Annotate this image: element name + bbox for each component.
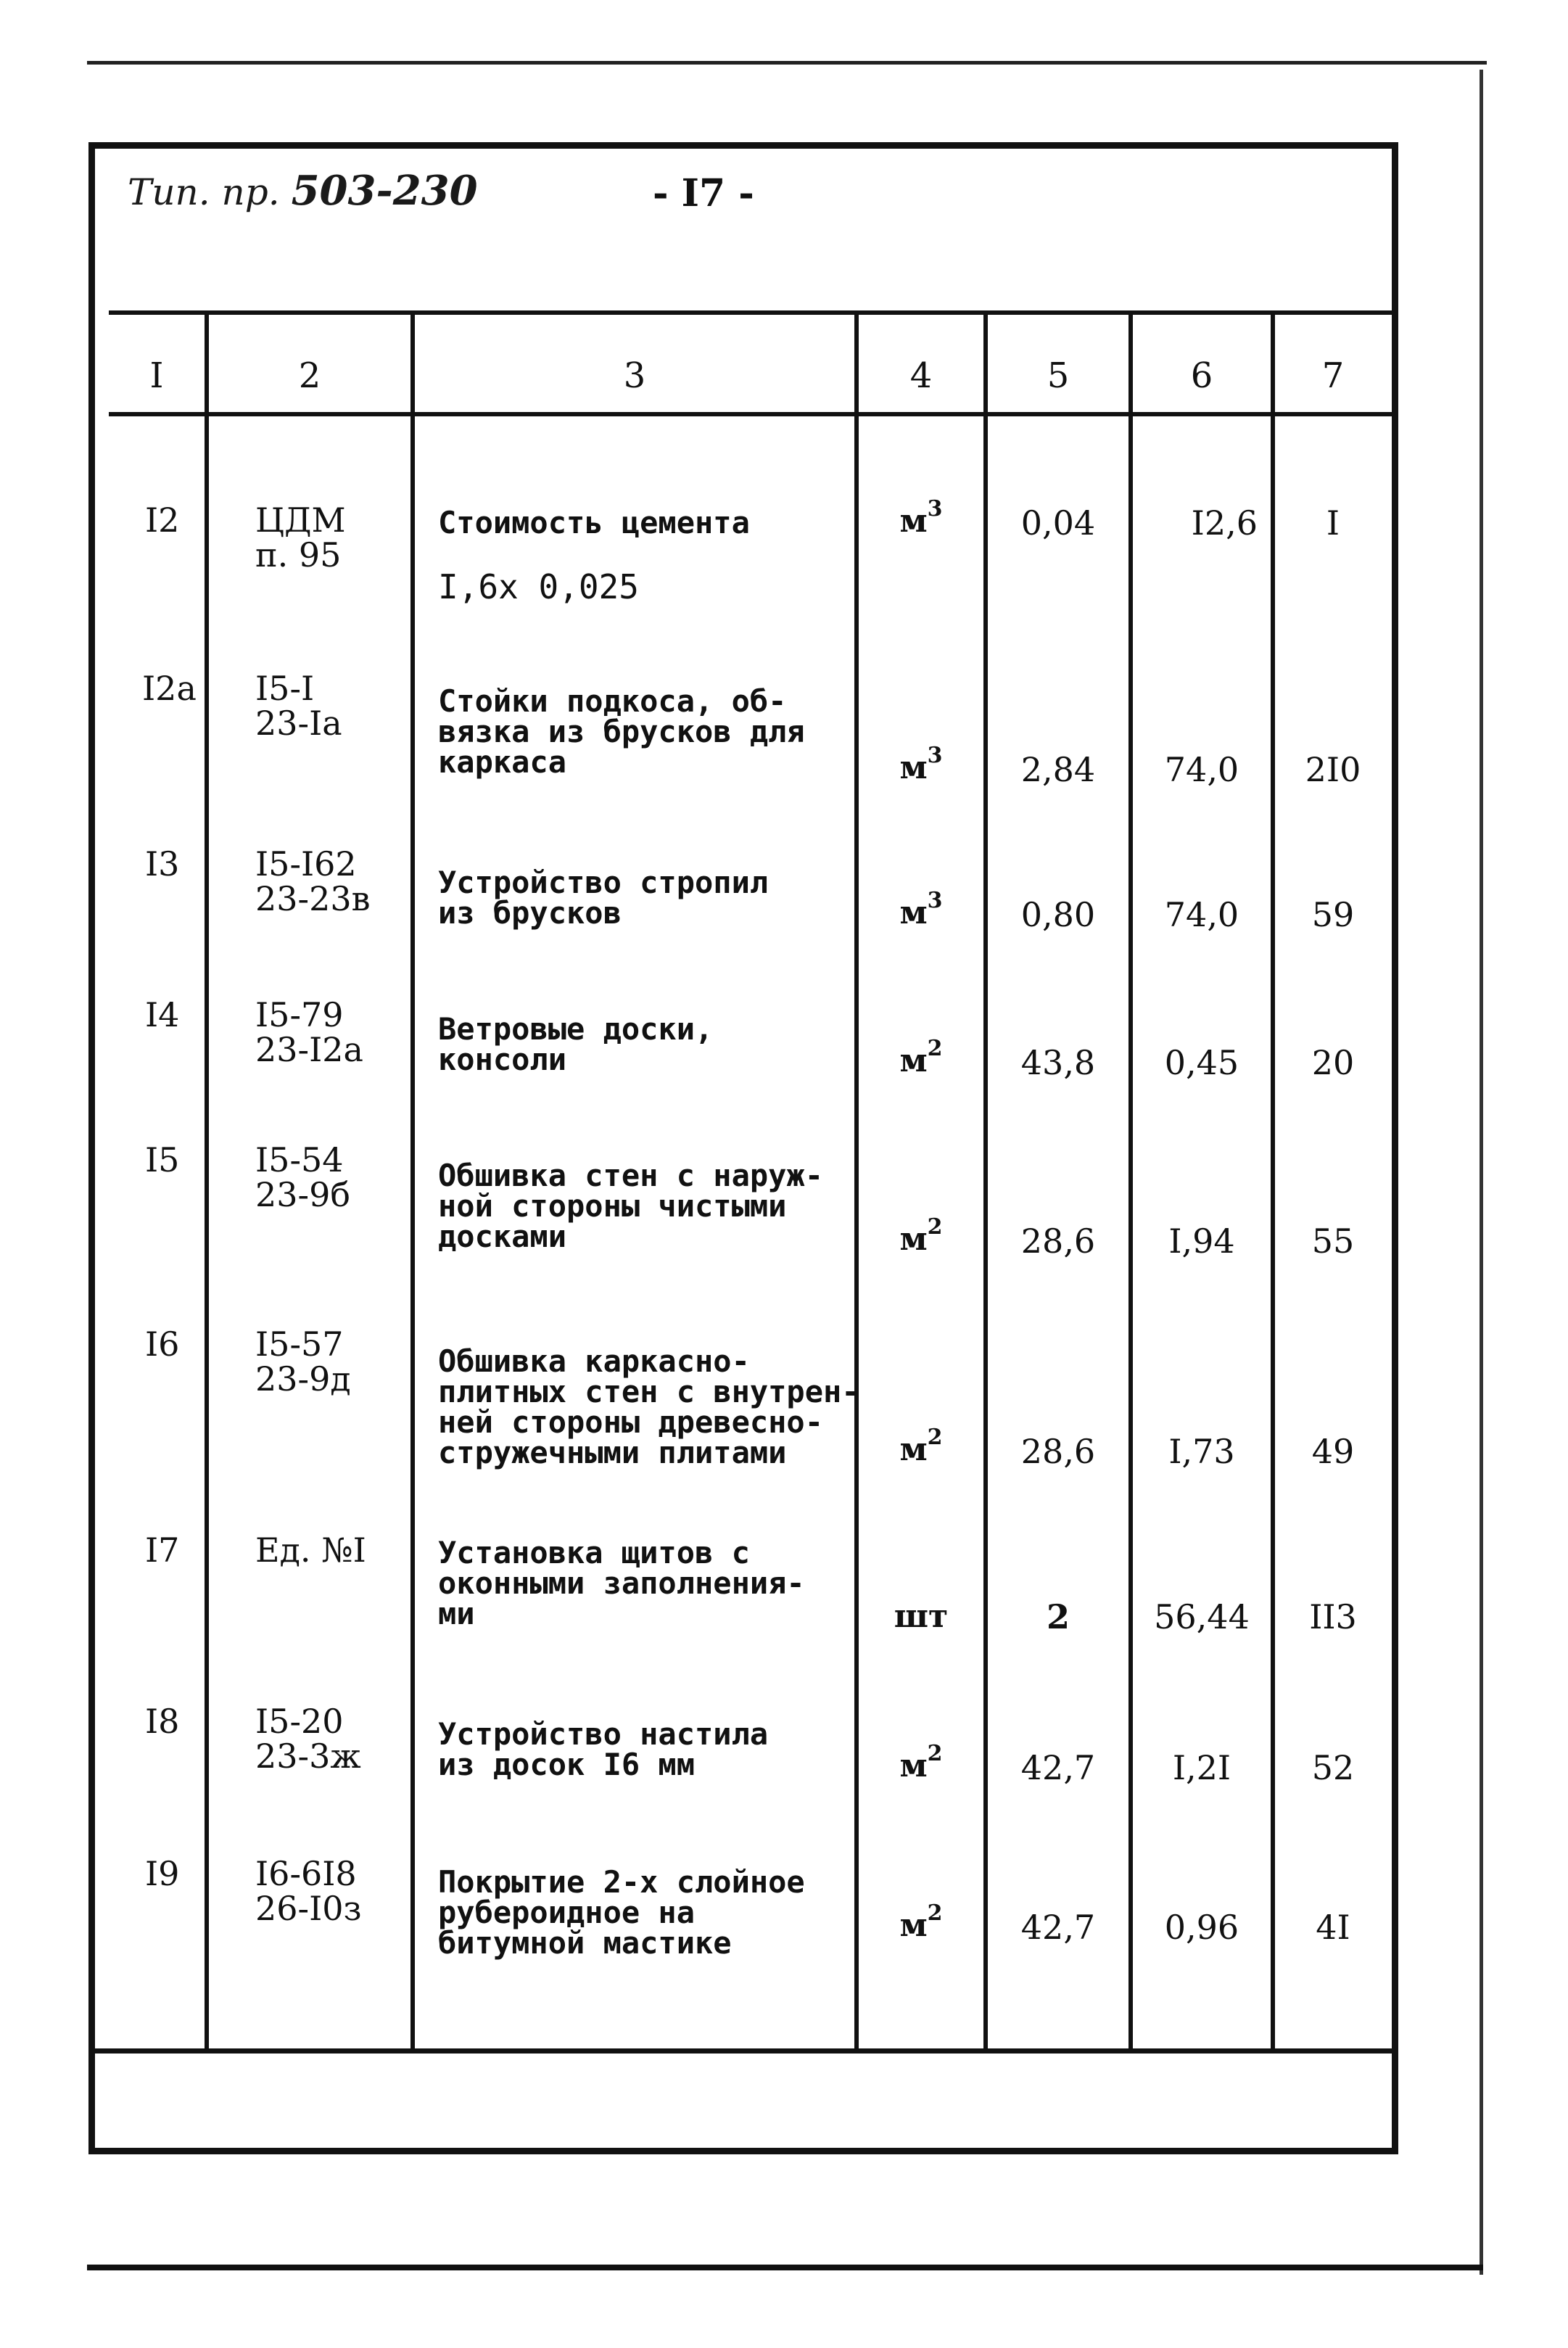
row-description: Ветровые доски, консоли [438, 1011, 714, 1077]
row-code: ЦДМ п. 95 [255, 501, 346, 574]
row-code: I5-I62 23-23в [255, 844, 371, 918]
row-unit: $м^3$ [899, 743, 943, 786]
row-code: I5-54 23-9б [255, 1140, 351, 1214]
row-price: 56,44 [1154, 1597, 1250, 1636]
col-header-4: 4 [909, 355, 933, 396]
row-unit: $м^3$ [899, 888, 943, 931]
row-code: I6-6I8 26-I0з [255, 1854, 362, 1928]
row-unit: $м^2$ [899, 1425, 943, 1468]
row-num: I3 [145, 844, 180, 883]
crop-line-top [87, 61, 1487, 65]
row-description: Устройство стропил из брусков [438, 865, 769, 931]
row-num: I2 [145, 501, 180, 540]
row-description: Устройство настила из досок I6 мм [438, 1716, 769, 1782]
col-header-6: 6 [1190, 355, 1213, 396]
row-unit: $м^2$ [899, 1900, 943, 1944]
row-price: 74,0 [1164, 895, 1239, 934]
row-num: I9 [145, 1854, 180, 1893]
crop-line-right [1480, 70, 1483, 2275]
col-header-3: 3 [623, 355, 646, 396]
row-unit: $м^2$ [899, 1036, 943, 1079]
row-code: I5-57 23-9д [255, 1325, 351, 1398]
row-price: I,94 [1168, 1222, 1235, 1261]
row-num: I5 [145, 1140, 180, 1179]
row-quantity: 42,7 [1020, 1908, 1096, 1947]
row-total: I [1326, 503, 1340, 543]
col-header-5: 5 [1047, 355, 1070, 396]
row-unit: шт [894, 1598, 949, 1635]
row-quantity: 28,6 [1020, 1222, 1096, 1261]
row-total: 2I0 [1305, 750, 1361, 789]
row-total: 20 [1311, 1043, 1355, 1082]
row-total: 49 [1311, 1432, 1355, 1471]
row-description-note: I,6х 0,025 [438, 567, 639, 606]
col-divider-4 [983, 310, 988, 2051]
row-code: I5-I 23-Iа [255, 669, 342, 743]
row-price: I,73 [1168, 1432, 1235, 1471]
col-divider-6 [1271, 310, 1275, 2051]
row-description: Покрытие 2-х слойное рубероидное на битумной мастике [438, 1864, 805, 1961]
row-description: Стойки подкоса, об- вязка из брусков для каркаса [438, 683, 805, 780]
row-num: I4 [145, 995, 180, 1034]
row-price: 74,0 [1164, 750, 1239, 789]
row-description: Установка щитов с оконными заполнения- ми [438, 1535, 805, 1631]
row-price: 0,45 [1164, 1043, 1239, 1082]
row-num: I7 [145, 1531, 180, 1570]
page-number: - I7 - [653, 171, 754, 215]
row-quantity: 42,7 [1020, 1748, 1096, 1787]
row-code: I5-79 23-I2а [255, 995, 363, 1069]
row-quantity: 28,6 [1020, 1432, 1096, 1471]
project-prefix: Тип. пр. [128, 171, 280, 213]
crop-line-bottom [87, 2265, 1483, 2270]
row-description: Стоимость цемента [438, 505, 750, 540]
row-num: I6 [145, 1325, 180, 1364]
row-total: 4I [1316, 1908, 1350, 1947]
col-divider-3 [854, 310, 859, 2051]
row-price: I,2I [1172, 1748, 1231, 1787]
row-quantity: 0,04 [1020, 503, 1096, 543]
row-total: 55 [1311, 1222, 1355, 1261]
body-bottom-rule [94, 2048, 1392, 2054]
col-header-2: 2 [298, 355, 321, 396]
row-description: Обшивка каркасно- плитных стен с внутрен- ней стороны древесно- стружечными плитами [438, 1343, 860, 1470]
row-unit: $м^2$ [899, 1741, 943, 1784]
row-total: 52 [1311, 1748, 1355, 1787]
row-total: II3 [1309, 1597, 1357, 1636]
row-price: I2,6 [1191, 503, 1258, 543]
table-top-rule [109, 310, 1392, 315]
row-num: I2а [142, 669, 197, 708]
row-unit: $м^2$ [899, 1214, 943, 1258]
row-code: I5-20 23-3ж [255, 1702, 361, 1776]
col-header-1: I [149, 355, 164, 396]
row-quantity: 2,84 [1020, 750, 1096, 789]
col-divider-2 [410, 310, 415, 2051]
row-num: I8 [145, 1702, 180, 1741]
row-price: 0,96 [1164, 1908, 1239, 1947]
col-divider-5 [1128, 310, 1133, 2051]
row-quantity: 43,8 [1020, 1043, 1096, 1082]
header-bottom-rule [109, 412, 1392, 416]
row-total: 59 [1311, 895, 1355, 934]
row-quantity: 2 [1046, 1597, 1070, 1636]
row-code: Ед. №I [255, 1531, 366, 1570]
col-divider-1 [205, 310, 209, 2051]
row-unit: $м^3$ [899, 496, 943, 540]
col-header-7: 7 [1321, 355, 1345, 396]
project-code: 503-230 [291, 167, 478, 215]
row-description: Обшивка стен с наруж- ной стороны чистыми досками [438, 1158, 824, 1254]
project-reference [128, 167, 478, 215]
row-quantity: 0,80 [1020, 895, 1096, 934]
